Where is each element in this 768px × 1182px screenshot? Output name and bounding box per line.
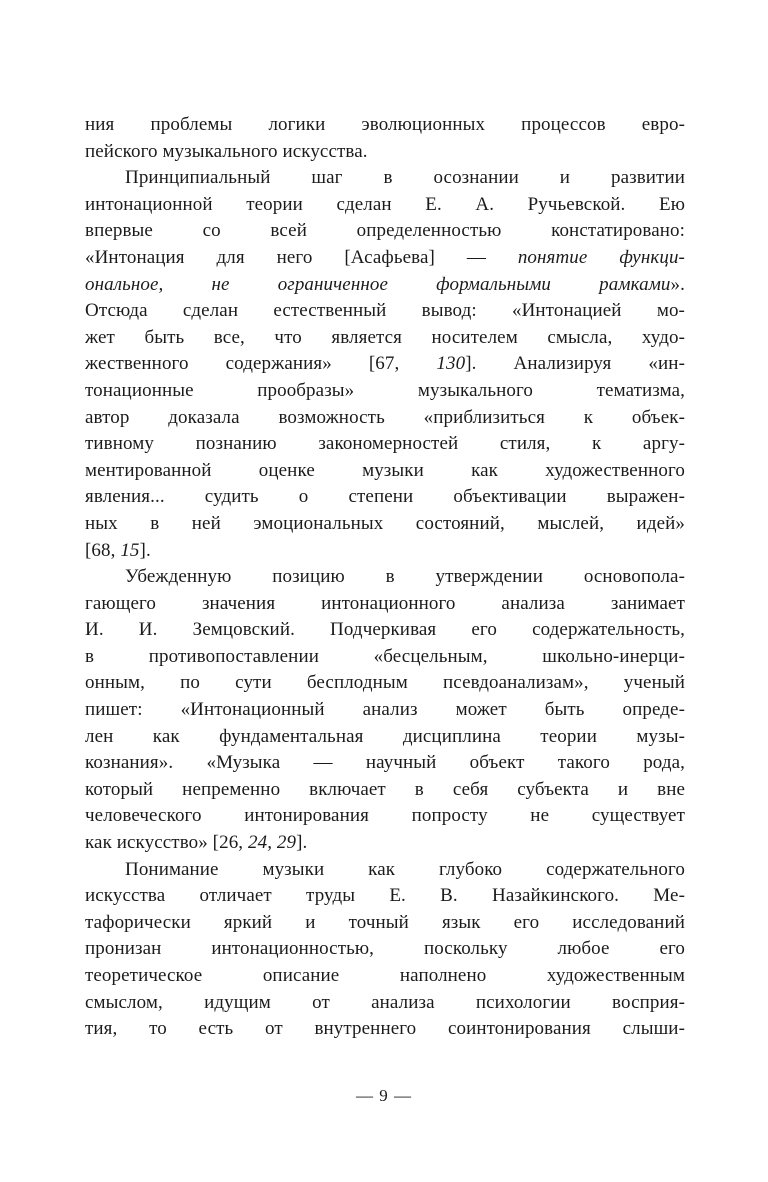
text-line xyxy=(85,298,685,325)
text-segment: ]. xyxy=(296,832,308,854)
text-segment: [68, xyxy=(85,539,121,561)
text-line xyxy=(85,112,685,139)
text-segment: кознания». «Музыка — научный объект такого рода, xyxy=(85,752,685,774)
text-segment: в противопоставлении «бесцельным, школьно-инерци- xyxy=(85,645,685,667)
text-segment: ментированной оценке музыки как художественного xyxy=(85,459,685,481)
italic-text-segment: ональное, не ограниченное формальными рамками xyxy=(85,273,671,295)
page-content xyxy=(85,112,685,1043)
text-segment: ]. Анализируя «ин- xyxy=(465,353,685,375)
text-line xyxy=(85,218,685,245)
text-segment: Понимание музыки как глубоко содержательного xyxy=(125,858,685,880)
italic-text-segment: 15 xyxy=(120,539,140,561)
text-segment: искусства отличает труды Е. В. Назайкинского. Ме- xyxy=(85,885,685,907)
text-segment: тафорически яркий и точный язык его исследований xyxy=(85,911,685,933)
text-line xyxy=(85,405,685,432)
text-segment: ных в ней эмоциональных состояний, мыслей, идей» xyxy=(85,512,685,534)
text-line xyxy=(85,272,685,299)
text-segment: тонационные прообразы» музыкального тематизма, xyxy=(85,379,685,401)
text-segment: Отсюда сделан естественный вывод: «Интонацией мо- xyxy=(85,300,685,322)
text-segment: автор доказала возможность «приблизиться к объек- xyxy=(85,406,685,428)
text-segment: онным, по сути бесплодным псевдоанализам», ученый xyxy=(85,672,685,694)
italic-text-segment: 130 xyxy=(436,353,466,375)
text-segment: ]. xyxy=(139,539,151,561)
text-line xyxy=(85,617,685,644)
text-line xyxy=(85,165,685,192)
text-segment: теоретическое описание наполнено художественным xyxy=(85,965,685,986)
text-line xyxy=(85,564,685,591)
text-segment: ». xyxy=(670,273,685,295)
text-line xyxy=(85,245,685,272)
text-segment: тия, то есть от внутреннего соинтонирования слыши- xyxy=(85,1018,685,1040)
text-segment: пронизан интонационностью, поскольку любое его xyxy=(85,938,685,960)
text-segment: интонационной теории сделан Е. А. Ручьевской. Ею xyxy=(85,193,685,215)
text-segment: лен как фундаментальная дисциплина теории музы- xyxy=(85,725,685,747)
italic-text-segment: 24, 29 xyxy=(248,832,297,854)
text-segment: Убежденную позицию в утверждении основопола- xyxy=(125,566,685,588)
text-segment: ния проблемы логики эволюционных процессов евро- xyxy=(85,114,685,135)
text-line xyxy=(85,538,685,565)
text-segment: человеческого интонирования попросту не существует xyxy=(85,805,685,827)
text-line xyxy=(85,351,685,378)
text-line xyxy=(85,777,685,804)
text-line xyxy=(85,857,685,884)
text-segment: смыслом, идущим от анализа психологии восприя- xyxy=(85,991,685,1013)
text-line xyxy=(85,431,685,458)
text-line xyxy=(85,990,685,1017)
text-line xyxy=(85,139,685,166)
text-segment: пейского музыкального искусства. xyxy=(85,140,368,162)
text-line xyxy=(85,192,685,219)
text-line xyxy=(85,750,685,777)
text-line xyxy=(85,910,685,937)
text-segment: Принципиальный шаг в осознании и развитии xyxy=(125,167,685,189)
text-line xyxy=(85,697,685,724)
text-line xyxy=(85,458,685,485)
text-segment: жет быть все, что является носителем смысла, худо- xyxy=(85,326,685,348)
text-line xyxy=(85,644,685,671)
text-segment: как искусство» [26, xyxy=(85,832,249,854)
text-line xyxy=(85,670,685,697)
text-segment: тивному познанию закономерностей стиля, к аргу- xyxy=(85,433,685,455)
text-segment: который непременно включает в себя субъекта и вне xyxy=(85,778,685,800)
text-line xyxy=(85,830,685,857)
text-line xyxy=(85,484,685,511)
text-segment: явления... судить о степени объективации выражен- xyxy=(85,486,685,508)
text-line xyxy=(85,963,685,990)
text-line xyxy=(85,883,685,910)
text-line xyxy=(85,724,685,751)
text-line xyxy=(85,378,685,405)
text-line xyxy=(85,511,685,538)
text-segment: «Интонация для него [Асафьева] — xyxy=(85,246,518,268)
text-line xyxy=(85,936,685,963)
text-line xyxy=(85,325,685,352)
text-segment: пишет: «Интонационный анализ может быть опреде- xyxy=(85,699,685,721)
italic-text-segment: понятие функци- xyxy=(517,246,685,268)
text-segment: И. И. Земцовский. Подчеркивая его содержательность, xyxy=(85,619,685,641)
text-segment: впервые со всей определенностью констатировано: xyxy=(85,220,685,242)
page-number: — 9 — xyxy=(356,1086,412,1105)
text-line xyxy=(85,1016,685,1043)
text-line xyxy=(85,803,685,830)
text-segment: жественного содержания» [67, xyxy=(85,353,437,375)
text-segment: гающего значения интонационного анализа занимает xyxy=(85,592,685,614)
text-line xyxy=(85,591,685,618)
